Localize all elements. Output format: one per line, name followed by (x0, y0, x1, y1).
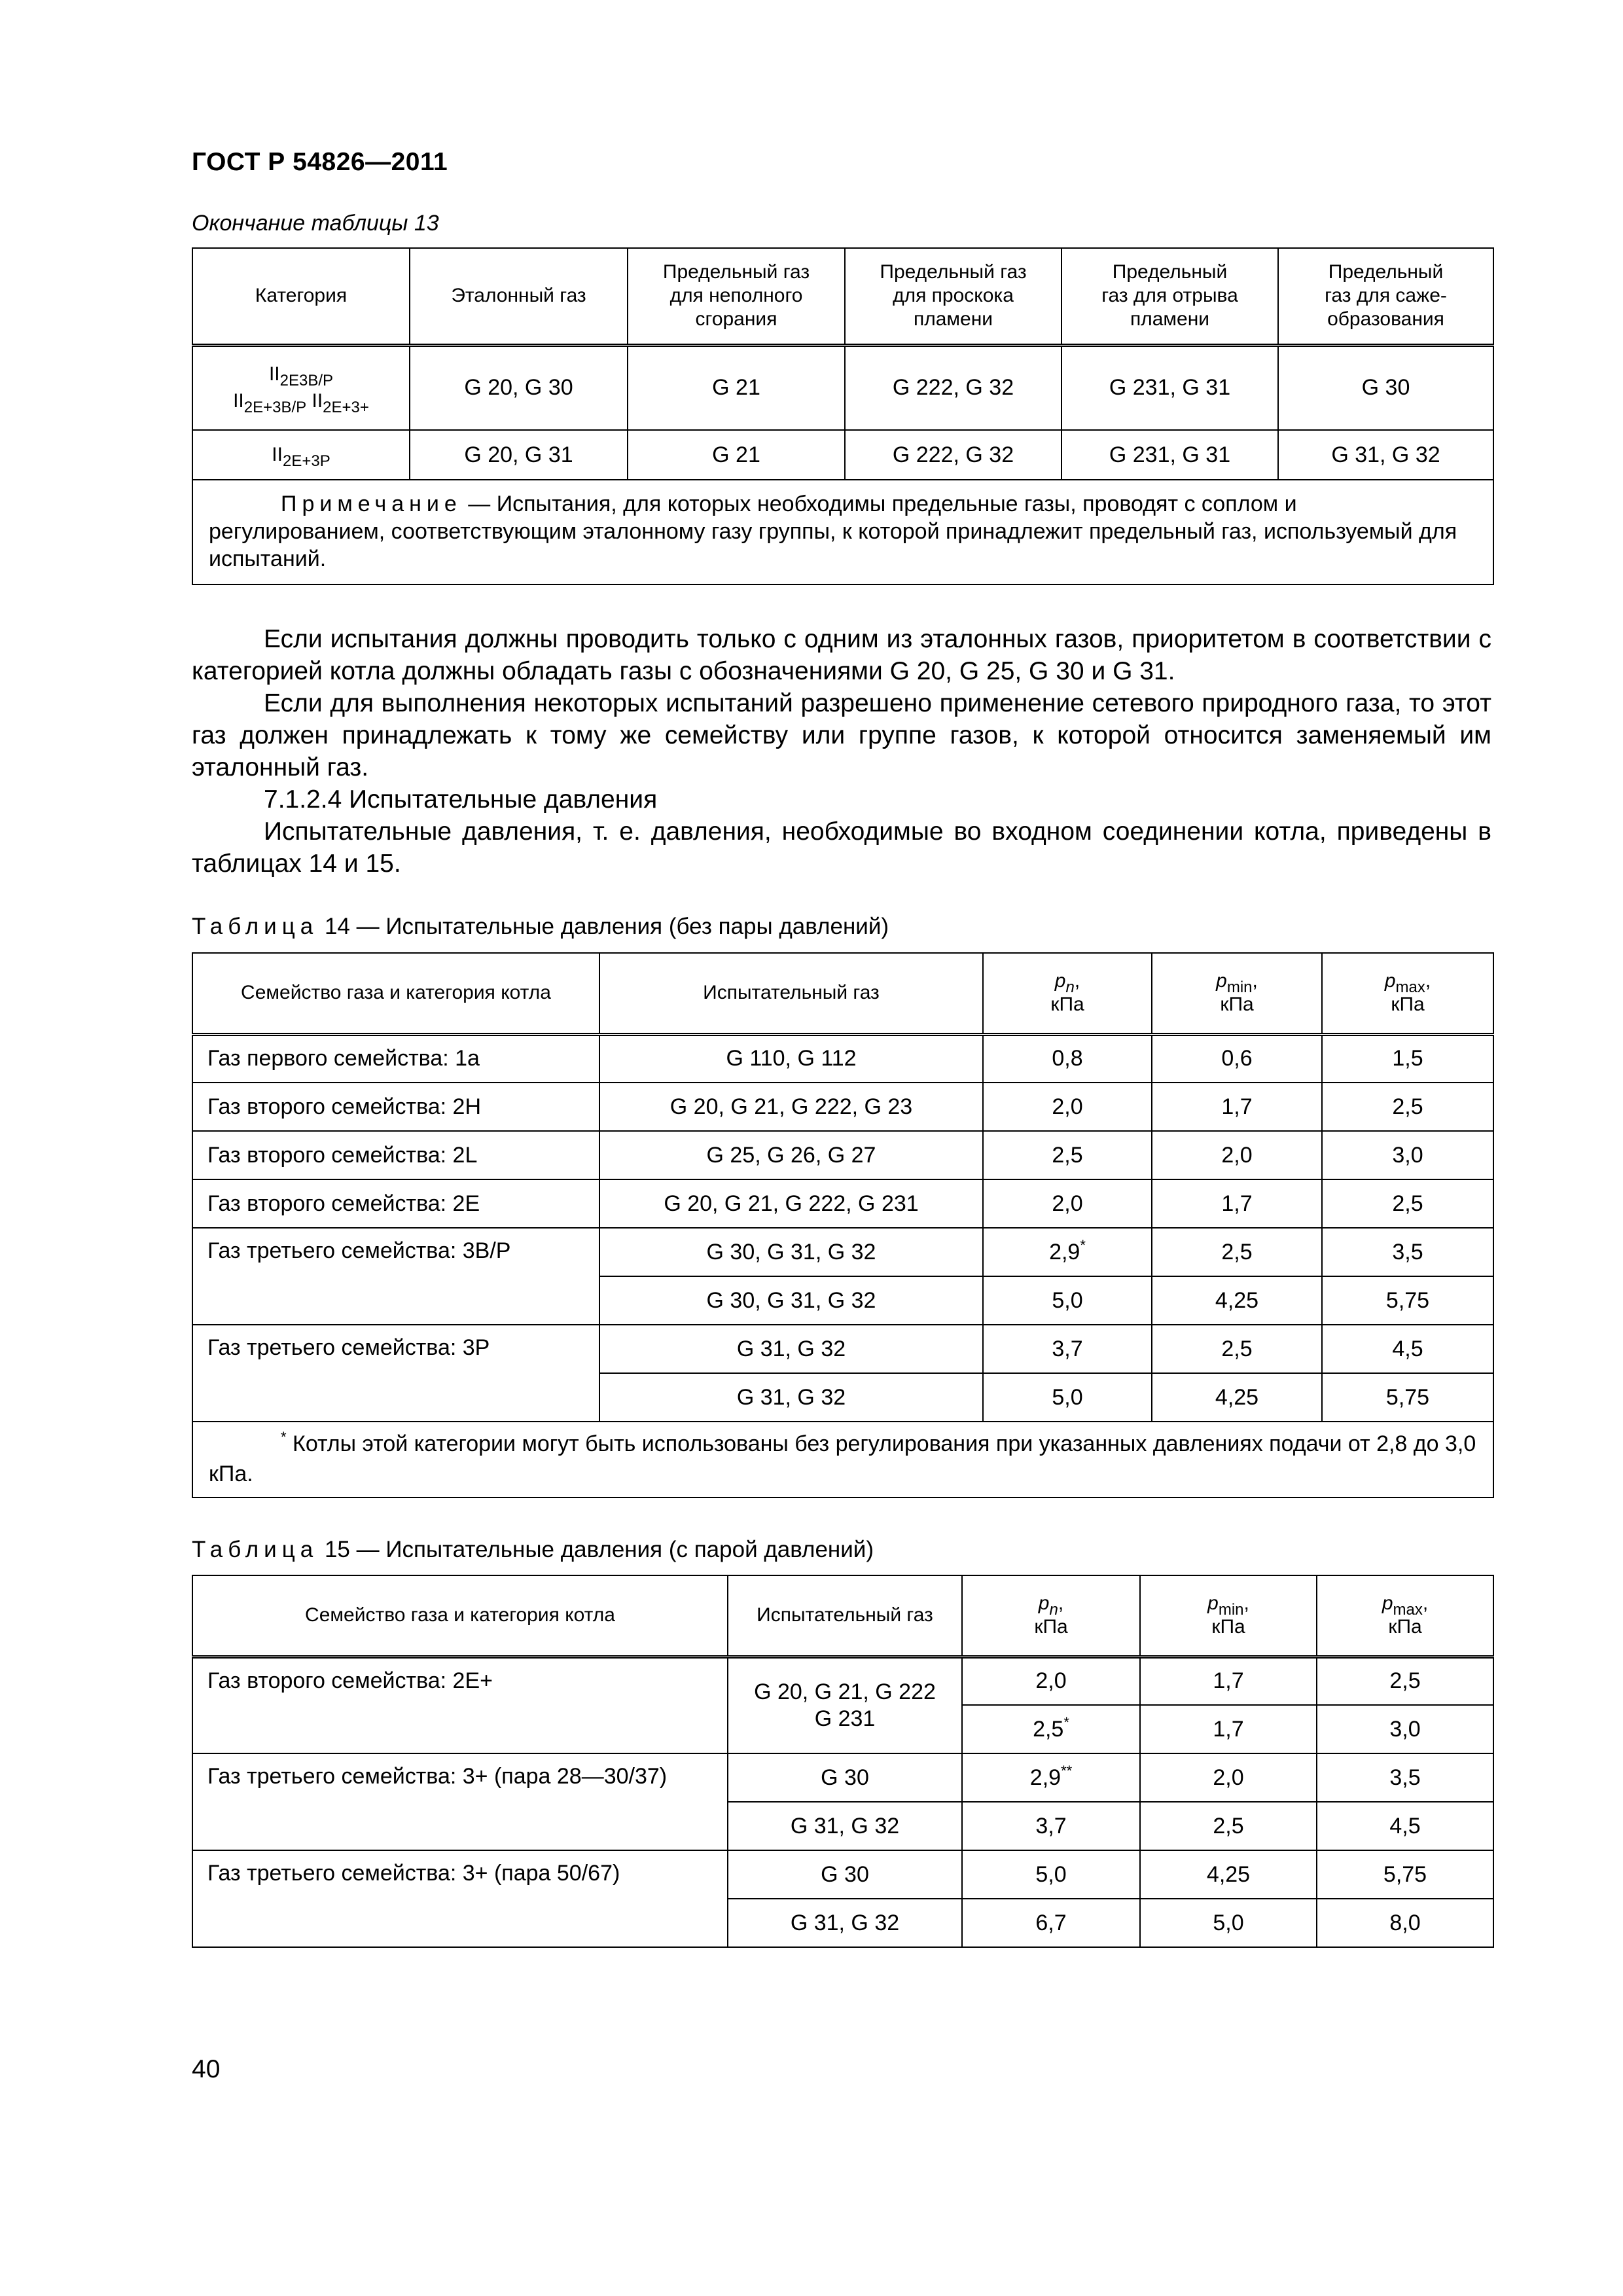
t15-pmin: 5,0 (1140, 1899, 1317, 1947)
t14-col-pmax: $p_{max}$, кПа (1322, 953, 1493, 1034)
t15-pmin: 1,7 (1140, 1705, 1317, 1753)
t15-pn: 3,7 (962, 1802, 1140, 1850)
t15-pmax: 3,5 (1317, 1753, 1493, 1802)
t13-col-flashback: Предельный газ для проскока пламени (845, 248, 1061, 345)
t15-pmin: 1,7 (1140, 1657, 1317, 1705)
t13-flashback: G 222, G 32 (845, 430, 1061, 480)
t15-pmax: 8,0 (1317, 1899, 1493, 1947)
t15-col-pn: $p_n$, кПа (962, 1575, 1140, 1657)
t13-incomplete: G 21 (628, 345, 845, 430)
t15-gas: G 30 (728, 1753, 962, 1802)
t14-gas: G 25, G 26, G 27 (599, 1131, 983, 1179)
t13-flashback: G 222, G 32 (845, 345, 1061, 430)
t13-liftoff: G 231, G 31 (1061, 430, 1278, 480)
t14-col-pn: $p_n$, кПа (983, 953, 1152, 1034)
table-row (192, 1179, 1493, 1228)
doc-code: ГОСТ Р 54826—2011 (192, 148, 448, 176)
t14-pmax: 3,5 (1322, 1228, 1493, 1276)
t14-family: Газ третьего семейства: 3B/P (192, 1228, 599, 1325)
t15-gas: G 30 (728, 1850, 962, 1899)
t15-pn: 6,7 (962, 1899, 1140, 1947)
t15-gas: G 31, G 32 (728, 1802, 962, 1850)
t14-pmax: 4,5 (1322, 1325, 1493, 1373)
page-number: 40 (192, 2055, 221, 2083)
table-row (192, 1657, 1493, 1705)
t13-col-ref-gas: Эталонный газ (410, 248, 628, 345)
t14-pn: 3,7 (983, 1325, 1152, 1373)
t15-pmin: 4,25 (1140, 1850, 1317, 1899)
t13-ref: G 20, G 31 (410, 430, 628, 480)
t14-pn: 0,8 (983, 1034, 1152, 1083)
t14-gas: G 110, G 112 (599, 1034, 983, 1083)
t14-col-pmin: $p_{min}$, кПа (1152, 953, 1322, 1034)
t15-family: Газ второго семейства: 2E+ (192, 1657, 728, 1753)
table-row (192, 1753, 1493, 1802)
t14-footnote: * Котлы этой категории могут быть использованы без регулирования при указанных давлениях подачи от 2,8 до 3,0 кПа. (192, 1422, 1493, 1498)
t14-gas: G 31, G 32 (599, 1325, 983, 1373)
table-row (192, 1131, 1493, 1179)
table-row (192, 430, 1493, 480)
t13-category: $II_{2E+3P}$ (192, 430, 410, 480)
t15-pmin: 2,0 (1140, 1753, 1317, 1802)
table-row (192, 1325, 1493, 1373)
t13-soot: G 30 (1278, 345, 1493, 430)
t14-col-family: Семейство газа и категория котла (192, 953, 599, 1034)
t15-pn: 2,9** (962, 1753, 1140, 1802)
t14-pmin: 4,25 (1152, 1276, 1322, 1325)
t14-family: Газ второго семейства: 2L (192, 1131, 599, 1179)
t14-family: Газ третьего семейства: 3P (192, 1325, 599, 1422)
t14-pmax: 2,5 (1322, 1179, 1493, 1228)
t14-pn: 5,0 (983, 1276, 1152, 1325)
t14-pn: 5,0 (983, 1373, 1152, 1422)
t15-col-family: Семейство газа и категория котла (192, 1575, 728, 1657)
t13-col-incomplete: Предельный газ для неполного сгорания (628, 248, 845, 345)
t15-pmax: 2,5 (1317, 1657, 1493, 1705)
t14-pmax: 3,0 (1322, 1131, 1493, 1179)
t15-gas: G 20, G 21, G 222 G 231 (728, 1657, 962, 1753)
t14-pmin: 1,7 (1152, 1083, 1322, 1131)
t13-soot: G 31, G 32 (1278, 430, 1493, 480)
table-14 (192, 952, 1494, 1498)
t14-family: Газ первого семейства: 1a (192, 1034, 599, 1083)
t14-pmax: 5,75 (1322, 1373, 1493, 1422)
t15-col-pmin: $p_{min}$, кПа (1140, 1575, 1317, 1657)
t13-note: Примечание — Испытания, для которых необходимы предельные газы, проводят с соплом и регулированием, соответствующим эталонному газу группы, к которой принадлежит предельный газ, используемый для испытаний. (192, 480, 1493, 584)
t14-family: Газ второго семейства: 2H (192, 1083, 599, 1131)
t13-category: $II_{2E3B/P}$ $II_{2E+3B/P}$ $II_{2E+3+}$ (192, 345, 410, 430)
t15-col-gas: Испытательный газ (728, 1575, 962, 1657)
t15-pmax: 3,0 (1317, 1705, 1493, 1753)
t13-ref: G 20, G 30 (410, 345, 628, 430)
paragraph: Испытательные давления, т. е. давления, необходимые во входном соединении котла, приведены в таблицах 14 и 15. (192, 817, 1491, 878)
t13-col-category: Категория (192, 248, 410, 345)
table-row (192, 1034, 1493, 1083)
t14-pn: 2,9* (983, 1228, 1152, 1276)
table-row (192, 1850, 1493, 1899)
t14-pmin: 1,7 (1152, 1179, 1322, 1228)
t14-pn: 2,0 (983, 1083, 1152, 1131)
paragraph: Если испытания должны проводить только с одним из эталонных газов, приоритетом в соответствии с категорией котла должны обладать газы с обозначениями G 20, G 25, G 30 и G 31. (192, 625, 1491, 685)
table-13 (192, 247, 1494, 585)
t14-pmax: 1,5 (1322, 1034, 1493, 1083)
t15-gas: G 31, G 32 (728, 1899, 962, 1947)
t15-pn: 2,5* (962, 1705, 1140, 1753)
t15-pmax: 4,5 (1317, 1802, 1493, 1850)
table-row (192, 1228, 1493, 1276)
t14-pmin: 2,5 (1152, 1325, 1322, 1373)
table-row (192, 1083, 1493, 1131)
section-heading: 7.1.2.4 Испытательные давления (264, 785, 658, 814)
t14-gas: G 20, G 21, G 222, G 231 (599, 1179, 983, 1228)
t14-pn: 2,0 (983, 1179, 1152, 1228)
t15-family: Газ третьего семейства: 3+ (пара 28—30/37) (192, 1753, 728, 1850)
t13-liftoff: G 231, G 31 (1061, 345, 1278, 430)
table-row (192, 345, 1493, 430)
table-15 (192, 1575, 1494, 1948)
t14-pmin: 0,6 (1152, 1034, 1322, 1083)
table15-caption: Таблица 15 — Испытательные давления (с парой давлений) (192, 1537, 874, 1562)
t15-pmin: 2,5 (1140, 1802, 1317, 1850)
t13-incomplete: G 21 (628, 430, 845, 480)
t14-pmax: 5,75 (1322, 1276, 1493, 1325)
table13-caption: Окончание таблицы 13 (192, 211, 439, 236)
t14-pn: 2,5 (983, 1131, 1152, 1179)
t14-pmin: 2,0 (1152, 1131, 1322, 1179)
t15-pn: 5,0 (962, 1850, 1140, 1899)
t15-col-pmax: $p_{max}$, кПа (1317, 1575, 1493, 1657)
t14-col-gas: Испытательный газ (599, 953, 983, 1034)
t14-gas: G 30, G 31, G 32 (599, 1228, 983, 1276)
paragraph: Если для выполнения некоторых испытаний разрешено применение сетевого природного газа, то этот газ должен принадлежать к тому же семейству или группе газов, к которой относится заменяемый им эталонный газ. (192, 689, 1491, 781)
t15-pn: 2,0 (962, 1657, 1140, 1705)
t14-pmin: 4,25 (1152, 1373, 1322, 1422)
t14-gas: G 31, G 32 (599, 1373, 983, 1422)
t13-col-liftoff: Предельный газ для отрыва пламени (1061, 248, 1278, 345)
t14-gas: G 30, G 31, G 32 (599, 1276, 983, 1325)
t14-pmin: 2,5 (1152, 1228, 1322, 1276)
t14-pmax: 2,5 (1322, 1083, 1493, 1131)
t14-family: Газ второго семейства: 2E (192, 1179, 599, 1228)
body-text (192, 623, 1491, 880)
t13-col-soot: Предельный газ для саже- образования (1278, 248, 1493, 345)
t15-pmax: 5,75 (1317, 1850, 1493, 1899)
table14-caption: Таблица 14 — Испытательные давления (без пары давлений) (192, 914, 889, 939)
t14-gas: G 20, G 21, G 222, G 23 (599, 1083, 983, 1131)
t15-family: Газ третьего семейства: 3+ (пара 50/67) (192, 1850, 728, 1947)
